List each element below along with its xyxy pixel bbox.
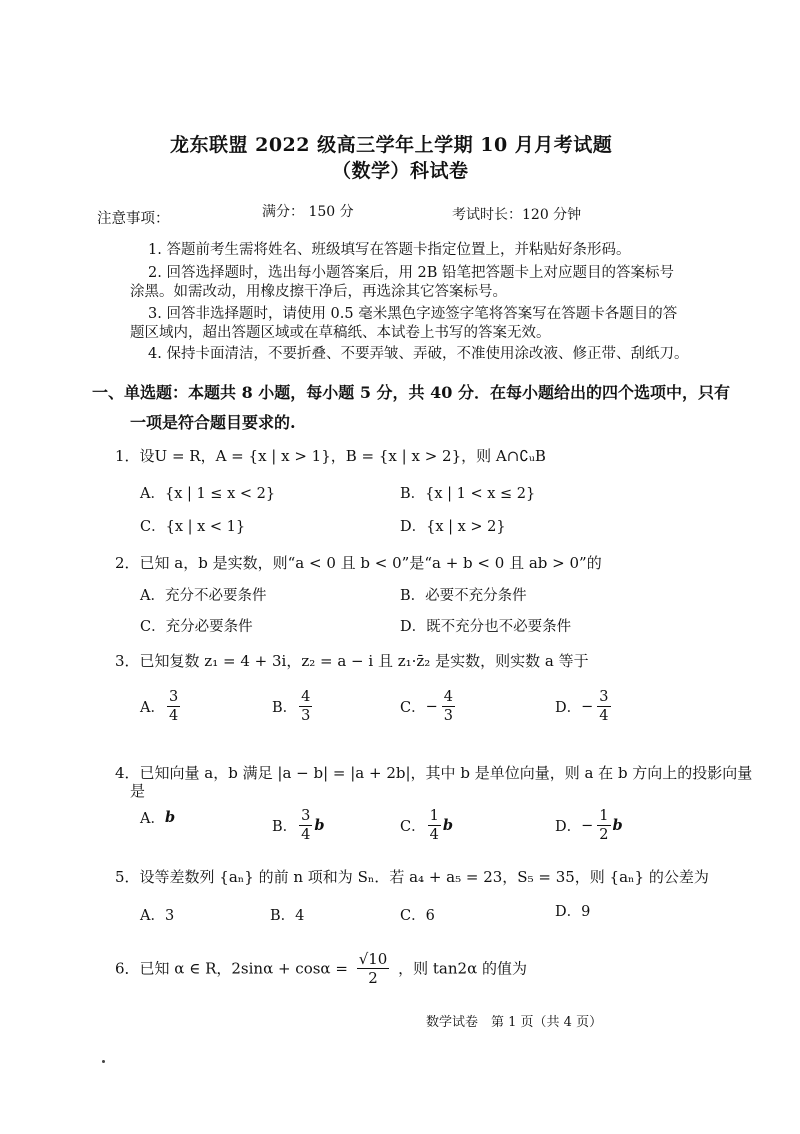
fraction [167,688,180,725]
option-label: A． [140,700,165,716]
question-stem: 5．设等差数列 {aₙ} 的前 n 项和为 Sₙ．若 a₄ + a₅ = 23，S₅ = 35，则 {aₙ} 的公差为 [115,868,709,886]
option-label: B． [272,700,298,716]
question-stem: 4．已知向量 a，b 满足 |a − b| = |a + 2b|，其中 b 是单位向量，则 a 在 b 方向上的投影向量 [115,764,753,782]
option-c [400,807,453,844]
q6-stem-pre: 6．已知 α ∈ R，2sinα + cosα = [115,959,348,978]
option-d [555,807,623,844]
question-stem: 1．设U = R，A = {x | x > 1}，B = {x | x > 2}，则 A∩∁ᵤB [115,447,546,465]
option-b: B．{x | 1 < x ≤ 2} [400,486,536,502]
page-footer: 数学试卷 第 1 页（共 4 页） [426,1015,603,1030]
fraction-denominator: 2 [599,827,609,843]
q6-fraction [357,950,390,987]
option-b: B．4 [270,908,305,924]
option-d [555,688,613,725]
fraction-numerator: 3 [301,808,311,824]
question-stem: 2．已知 a，b 是实数，则“a < 0 且 b < 0”是“a + b < 0 且 ab > 0”的 [115,554,602,572]
option-c [400,688,457,725]
option-c: C．6 [400,908,435,924]
section-heading: 一、单选题：本题共 8 小题，每小题 5 分，共 40 分．在每小题给出的四个选项中，只有 [92,383,730,402]
exam-subtitle: （数学）科试卷 [332,160,469,182]
exam-duration: 考试时长：120 分钟 [452,207,582,223]
fraction-denominator: 3 [443,708,453,724]
option-label: C． [400,700,426,716]
vector-b: b [164,809,176,826]
fraction [597,688,610,725]
option-label: D． [555,819,582,835]
option-a: A．充分不必要条件 [140,588,267,604]
notice-item: 3. 回答非选择题时，请使用 0.5 毫米黑色字迹签字笔将答案写在答题卡各题目的答 [148,306,678,322]
fraction-numerator: 1 [429,808,439,824]
question-stem: 3．已知复数 z₁ = 4 + 3i，z₂ = a − i 且 z₁·z̄₂ 是实数，则实数 a 等于 [115,652,589,670]
q6-stem-post: ，则 tan2α 的值为 [398,959,527,978]
option-label: A． [140,811,165,827]
option-c: C．充分必要条件 [140,619,253,635]
fraction-denominator: 4 [599,708,609,724]
full-score: 满分： 150 分 [262,204,354,220]
notice-item: 1. 答题前考生需将姓名、班级填写在答题卡指定位置上，并粘贴好条形码。 [148,242,631,258]
option-d: D．既不充分也不必要条件 [400,619,572,635]
exam-title: 龙东联盟 2022 级高三学年上学期 10 月月考试题 [170,134,613,156]
option-b [272,688,314,725]
minus-sign: − [581,817,594,834]
vector-b: b [612,817,623,834]
minus-sign: − [425,698,438,715]
fraction-denominator: 2 [368,969,378,987]
fraction [299,807,312,844]
notice-item: 涂黑。如需改动，用橡皮擦干净后，再选涂其它答案标号。 [130,284,507,300]
option-d: D．{x | x > 2} [400,519,506,535]
fraction [299,688,312,725]
fraction-numerator: 1 [599,808,609,824]
option-a: A．3 [140,908,175,924]
option-label: B． [272,819,298,835]
option-b [272,807,325,844]
notice-heading: 注意事项： [97,211,170,227]
fraction [442,688,455,725]
question-stem-cont: 是 [130,782,146,800]
fraction-denominator: 4 [429,827,439,843]
section-heading-cont: 一项是符合题目要求的. [130,413,296,432]
option-b: B．必要不充分条件 [400,588,527,604]
fraction-numerator: √10 [358,950,388,968]
fraction-numerator: 4 [443,689,453,705]
scan-speck [102,1060,105,1063]
notice-item: 4. 保持卡面清洁，不要折叠、不要弄皱、弄破，不准使用涂改液、修正带、刮纸刀。 [148,346,689,362]
fraction-numerator: 4 [301,689,311,705]
option-a [140,807,175,828]
fraction-numerator: 3 [168,689,179,705]
fraction [597,807,610,844]
fraction-denominator: 4 [168,708,179,724]
option-c: C．{x | x < 1} [140,519,246,535]
notice-item: 2. 回答选择题时，选出每小题答案后，用 2B 铅笔把答题卡上对应题目的答案标号 [148,265,675,281]
vector-b: b [314,817,325,834]
fraction-numerator: 3 [599,689,609,705]
option-label: C． [400,819,426,835]
question-stem [115,951,527,988]
option-a [140,688,182,725]
option-a: A．{x | 1 ≤ x < 2} [140,486,276,502]
vector-b: b [442,817,453,834]
fraction-denominator: 4 [301,827,311,843]
notice-item: 题区域内，超出答题区域或在草稿纸、本试卷上书写的答案无效。 [130,325,551,341]
fraction-denominator: 3 [301,708,311,724]
option-d: D．9 [555,904,591,920]
option-label: D． [555,700,582,716]
fraction [428,807,441,844]
minus-sign: − [581,698,594,715]
